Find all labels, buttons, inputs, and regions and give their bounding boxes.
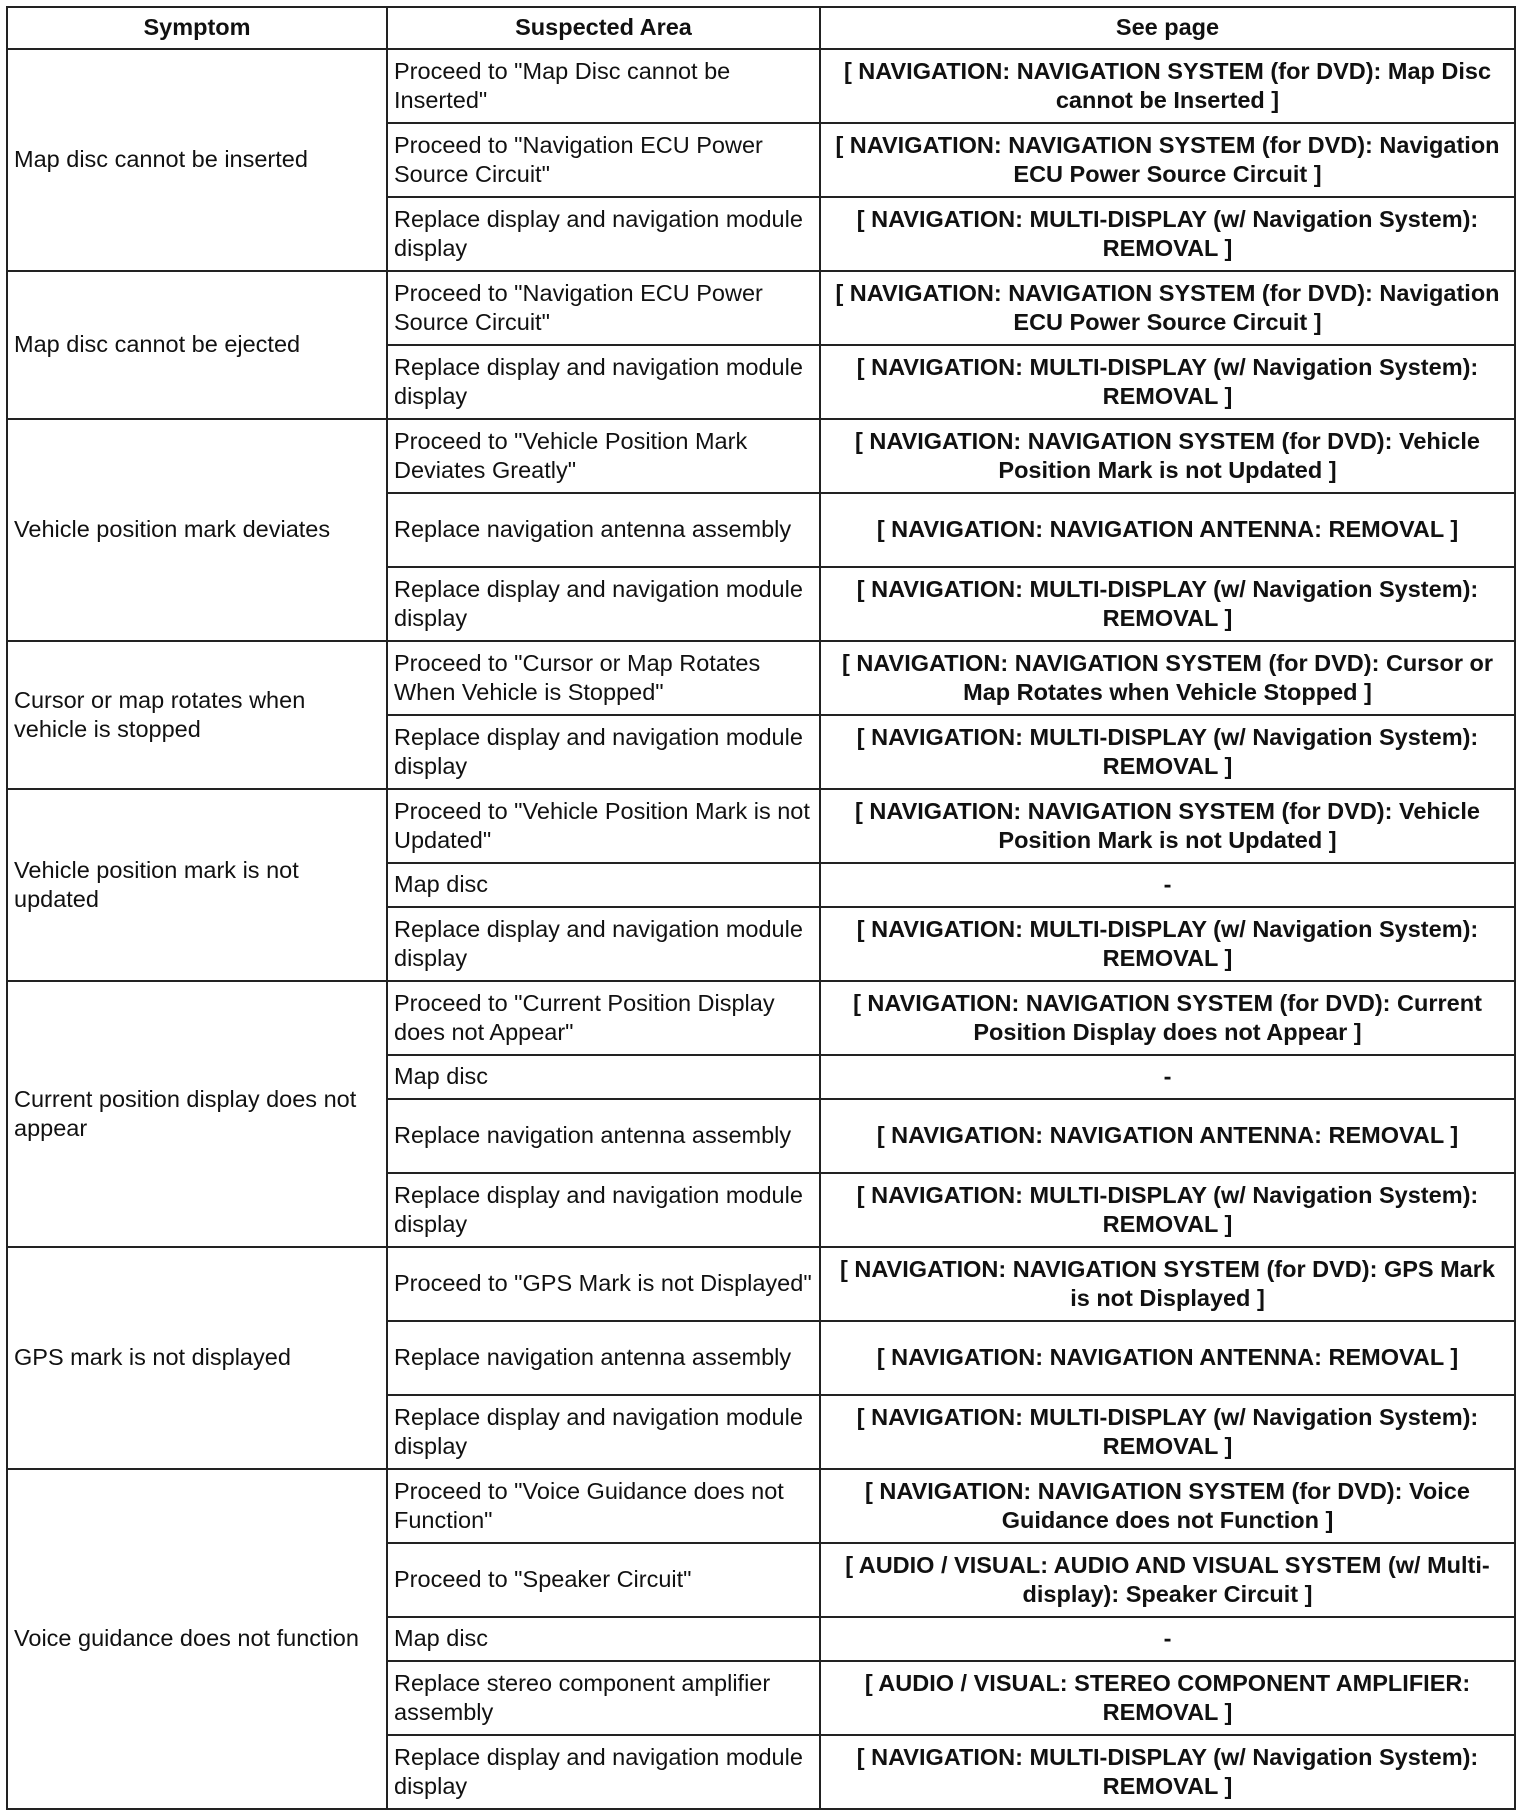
- table-row: [7, 981, 1515, 1055]
- symptom-cell: Map disc cannot be inserted: [7, 49, 387, 271]
- suspected-area-cell: Proceed to "GPS Mark is not Displayed": [387, 1247, 820, 1321]
- header-suspected-area: Suspected Area: [387, 7, 820, 49]
- table-row: [7, 789, 1515, 863]
- suspected-area-cell: Replace display and navigation module display: [387, 567, 820, 641]
- see-page-cell: [ NAVIGATION: NAVIGATION SYSTEM (for DVD): GPS Mark is not Displayed ]: [820, 1247, 1515, 1321]
- symptom-cell: GPS mark is not displayed: [7, 1247, 387, 1469]
- see-page-cell: [ NAVIGATION: MULTI-DISPLAY (w/ Navigation System): REMOVAL ]: [820, 345, 1515, 419]
- suspected-area-cell: Proceed to "Cursor or Map Rotates When Vehicle is Stopped": [387, 641, 820, 715]
- suspected-area-cell: Replace navigation antenna assembly: [387, 1099, 820, 1173]
- see-page-cell: [ NAVIGATION: MULTI-DISPLAY (w/ Navigation System): REMOVAL ]: [820, 715, 1515, 789]
- suspected-area-cell: Replace display and navigation module display: [387, 197, 820, 271]
- see-page-cell: [ NAVIGATION: NAVIGATION SYSTEM (for DVD): Navigation ECU Power Source Circuit ]: [820, 123, 1515, 197]
- see-page-cell: [ NAVIGATION: MULTI-DISPLAY (w/ Navigation System): REMOVAL ]: [820, 1395, 1515, 1469]
- table-row: [7, 49, 1515, 123]
- symptom-cell: Vehicle position mark deviates: [7, 419, 387, 641]
- table-row: [7, 641, 1515, 715]
- symptom-cell: Vehicle position mark is not updated: [7, 789, 387, 981]
- see-page-cell: [ NAVIGATION: NAVIGATION SYSTEM (for DVD): Navigation ECU Power Source Circuit ]: [820, 271, 1515, 345]
- see-page-cell: [ NAVIGATION: MULTI-DISPLAY (w/ Navigation System): REMOVAL ]: [820, 567, 1515, 641]
- table-body: [7, 49, 1515, 1809]
- suspected-area-cell: Map disc: [387, 863, 820, 907]
- problem-symptoms-table: [6, 6, 1516, 1810]
- suspected-area-cell: Proceed to "Current Position Display does not Appear": [387, 981, 820, 1055]
- see-page-cell: [ NAVIGATION: MULTI-DISPLAY (w/ Navigation System): REMOVAL ]: [820, 1173, 1515, 1247]
- see-page-cell: [ NAVIGATION: NAVIGATION SYSTEM (for DVD): Vehicle Position Mark is not Updated ]: [820, 419, 1515, 493]
- see-page-cell: [ NAVIGATION: NAVIGATION SYSTEM (for DVD): Vehicle Position Mark is not Updated ]: [820, 789, 1515, 863]
- see-page-cell: [ NAVIGATION: MULTI-DISPLAY (w/ Navigation System): REMOVAL ]: [820, 197, 1515, 271]
- see-page-cell: [ NAVIGATION: NAVIGATION ANTENNA: REMOVAL ]: [820, 1321, 1515, 1395]
- see-page-cell: [ NAVIGATION: NAVIGATION SYSTEM (for DVD): Map Disc cannot be Inserted ]: [820, 49, 1515, 123]
- see-page-cell: [ NAVIGATION: MULTI-DISPLAY (w/ Navigation System): REMOVAL ]: [820, 907, 1515, 981]
- see-page-cell: -: [820, 1055, 1515, 1099]
- suspected-area-cell: Proceed to "Speaker Circuit": [387, 1543, 820, 1617]
- suspected-area-cell: Proceed to "Vehicle Position Mark Deviates Greatly": [387, 419, 820, 493]
- suspected-area-cell: Proceed to "Navigation ECU Power Source Circuit": [387, 123, 820, 197]
- see-page-cell: [ NAVIGATION: MULTI-DISPLAY (w/ Navigation System): REMOVAL ]: [820, 1735, 1515, 1809]
- see-page-cell: [ AUDIO / VISUAL: AUDIO AND VISUAL SYSTEM (w/ Multi-display): Speaker Circuit ]: [820, 1543, 1515, 1617]
- symptom-cell: Current position display does not appear: [7, 981, 387, 1247]
- table-row: [7, 1469, 1515, 1543]
- see-page-cell: [ NAVIGATION: NAVIGATION ANTENNA: REMOVAL ]: [820, 493, 1515, 567]
- see-page-cell: [ NAVIGATION: NAVIGATION SYSTEM (for DVD): Voice Guidance does not Function ]: [820, 1469, 1515, 1543]
- symptom-cell: Map disc cannot be ejected: [7, 271, 387, 419]
- see-page-cell: [ NAVIGATION: NAVIGATION SYSTEM (for DVD): Current Position Display does not Appear ]: [820, 981, 1515, 1055]
- suspected-area-cell: Proceed to "Voice Guidance does not Function": [387, 1469, 820, 1543]
- suspected-area-cell: Replace navigation antenna assembly: [387, 493, 820, 567]
- suspected-area-cell: Replace display and navigation module display: [387, 345, 820, 419]
- suspected-area-cell: Proceed to "Vehicle Position Mark is not Updated": [387, 789, 820, 863]
- see-page-cell: [ NAVIGATION: NAVIGATION ANTENNA: REMOVAL ]: [820, 1099, 1515, 1173]
- suspected-area-cell: Replace display and navigation module display: [387, 1735, 820, 1809]
- suspected-area-cell: Replace display and navigation module display: [387, 715, 820, 789]
- see-page-cell: [ NAVIGATION: NAVIGATION SYSTEM (for DVD): Cursor or Map Rotates when Vehicle Stopped ]: [820, 641, 1515, 715]
- symptom-cell: Cursor or map rotates when vehicle is stopped: [7, 641, 387, 789]
- suspected-area-cell: Replace stereo component amplifier assembly: [387, 1661, 820, 1735]
- suspected-area-cell: Replace display and navigation module display: [387, 1173, 820, 1247]
- header-row: [7, 7, 1515, 49]
- table-row: [7, 271, 1515, 345]
- header-symptom: Symptom: [7, 7, 387, 49]
- suspected-area-cell: Map disc: [387, 1617, 820, 1661]
- see-page-cell: [ AUDIO / VISUAL: STEREO COMPONENT AMPLIFIER: REMOVAL ]: [820, 1661, 1515, 1735]
- header-see-page: See page: [820, 7, 1515, 49]
- see-page-cell: -: [820, 863, 1515, 907]
- suspected-area-cell: Proceed to "Navigation ECU Power Source Circuit": [387, 271, 820, 345]
- suspected-area-cell: Replace display and navigation module display: [387, 907, 820, 981]
- see-page-cell: -: [820, 1617, 1515, 1661]
- table-row: [7, 419, 1515, 493]
- suspected-area-cell: Map disc: [387, 1055, 820, 1099]
- suspected-area-cell: Replace display and navigation module display: [387, 1395, 820, 1469]
- suspected-area-cell: Replace navigation antenna assembly: [387, 1321, 820, 1395]
- symptom-cell: Voice guidance does not function: [7, 1469, 387, 1809]
- table-row: [7, 1247, 1515, 1321]
- suspected-area-cell: Proceed to "Map Disc cannot be Inserted": [387, 49, 820, 123]
